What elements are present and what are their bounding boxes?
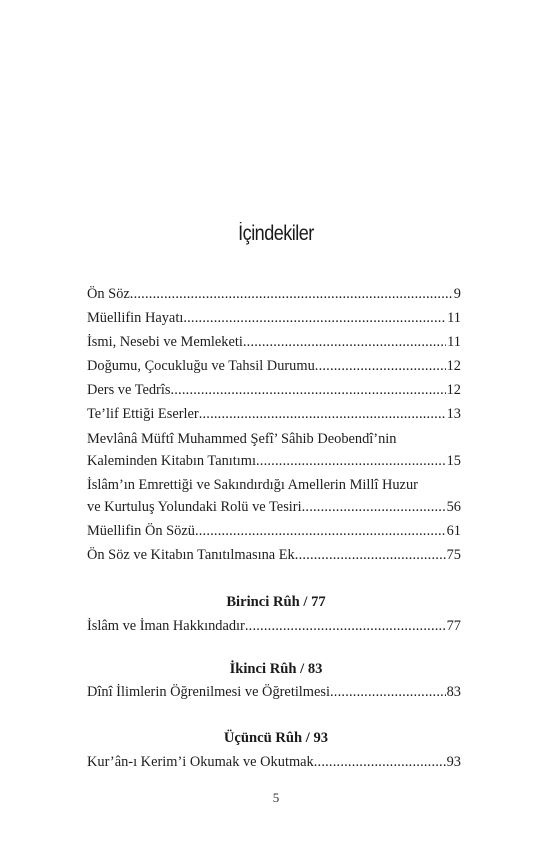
toc-entry-page: 9 (453, 286, 461, 302)
dot-leader (330, 682, 446, 702)
page-number: 5 (272, 790, 280, 805)
toc-entry-label: Müellifin Hayatı (87, 310, 184, 326)
toc-entry-label: Kaleminden Kitabın Tanıtımı (87, 453, 256, 469)
toc-entry (87, 308, 461, 328)
dot-leader (256, 451, 446, 471)
toc-entry (87, 451, 461, 471)
toc-entry-page: 75 (446, 547, 461, 563)
toc-entry (87, 752, 461, 772)
dot-leader (295, 545, 446, 565)
toc-entry-page: 13 (446, 406, 461, 422)
toc-entry-label: ve Kurtuluş Yolundaki Rolü ve Tesiri (87, 499, 302, 515)
toc-entry-page: 15 (446, 453, 461, 469)
toc-entry-label: Ön Söz ve Kitabın Tanıtılmasına Ek (87, 547, 295, 563)
toc-entry-page: 11 (447, 334, 461, 350)
section-heading: Üçüncü Rûh / 93 (223, 730, 329, 746)
toc-entry-label: Te’lif Ettiği Eserler (87, 406, 199, 422)
toc-entry-page: 12 (446, 382, 461, 398)
toc-entry-page: 56 (446, 499, 461, 515)
dot-leader (195, 521, 446, 541)
toc-entry (87, 521, 461, 541)
dot-leader (245, 616, 446, 636)
dot-leader (130, 284, 453, 304)
dot-leader (183, 308, 446, 328)
toc-entry-label: Müellifin Ön Sözü (87, 523, 195, 539)
dot-leader (199, 404, 446, 424)
dot-leader (315, 356, 446, 376)
toc-entry-page: 12 (446, 358, 461, 374)
toc-entry-page: 77 (446, 618, 461, 634)
toc-entry-page: 83 (446, 684, 461, 700)
toc-entry-first-line: İslâm’ın Emrettiği ve Sakındırdığı Amellerin Millî Huzur (87, 477, 418, 493)
toc-entry (87, 284, 461, 304)
toc-entry (87, 380, 461, 400)
dot-leader (170, 380, 445, 400)
toc-entry (87, 682, 461, 702)
toc-entry (87, 545, 461, 565)
toc-entry-label: Ön Söz (87, 286, 130, 302)
toc-entry-first-line: Mevlânâ Müftî Muhammed Şefî’ Sâhib Deobendî’nin (87, 431, 397, 447)
dot-leader (314, 752, 446, 772)
toc-entry (87, 332, 461, 352)
section-heading: İkinci Rûh / 83 (229, 661, 323, 677)
toc-entry (87, 616, 461, 636)
toc-entry (87, 497, 461, 517)
toc-entry-page: 11 (447, 310, 461, 326)
toc-entry-label: Ders ve Tedrîs (87, 382, 171, 398)
toc-entry (87, 404, 461, 424)
toc-entry-page: 61 (446, 523, 461, 539)
page-title: İçindekiler (238, 222, 314, 245)
toc-entry-page: 93 (446, 754, 461, 770)
toc-entry (87, 356, 461, 376)
toc-entry-label: İsmi, Nesebi ve Memleketi (87, 334, 243, 350)
toc-entry-label: Doğumu, Çocukluğu ve Tahsil Durumu (87, 358, 315, 374)
toc-entry-label: Dînî İlimlerin Öğrenilmesi ve Öğretilmesi (87, 684, 330, 700)
dot-leader (243, 332, 446, 352)
dot-leader (302, 497, 446, 517)
toc-entry-label: İslâm ve İman Hakkındadır (87, 618, 245, 634)
toc-entry-label: Kur’ân-ı Kerim’i Okumak ve Okutmak (87, 754, 314, 770)
section-heading: Birinci Rûh / 77 (226, 594, 326, 610)
